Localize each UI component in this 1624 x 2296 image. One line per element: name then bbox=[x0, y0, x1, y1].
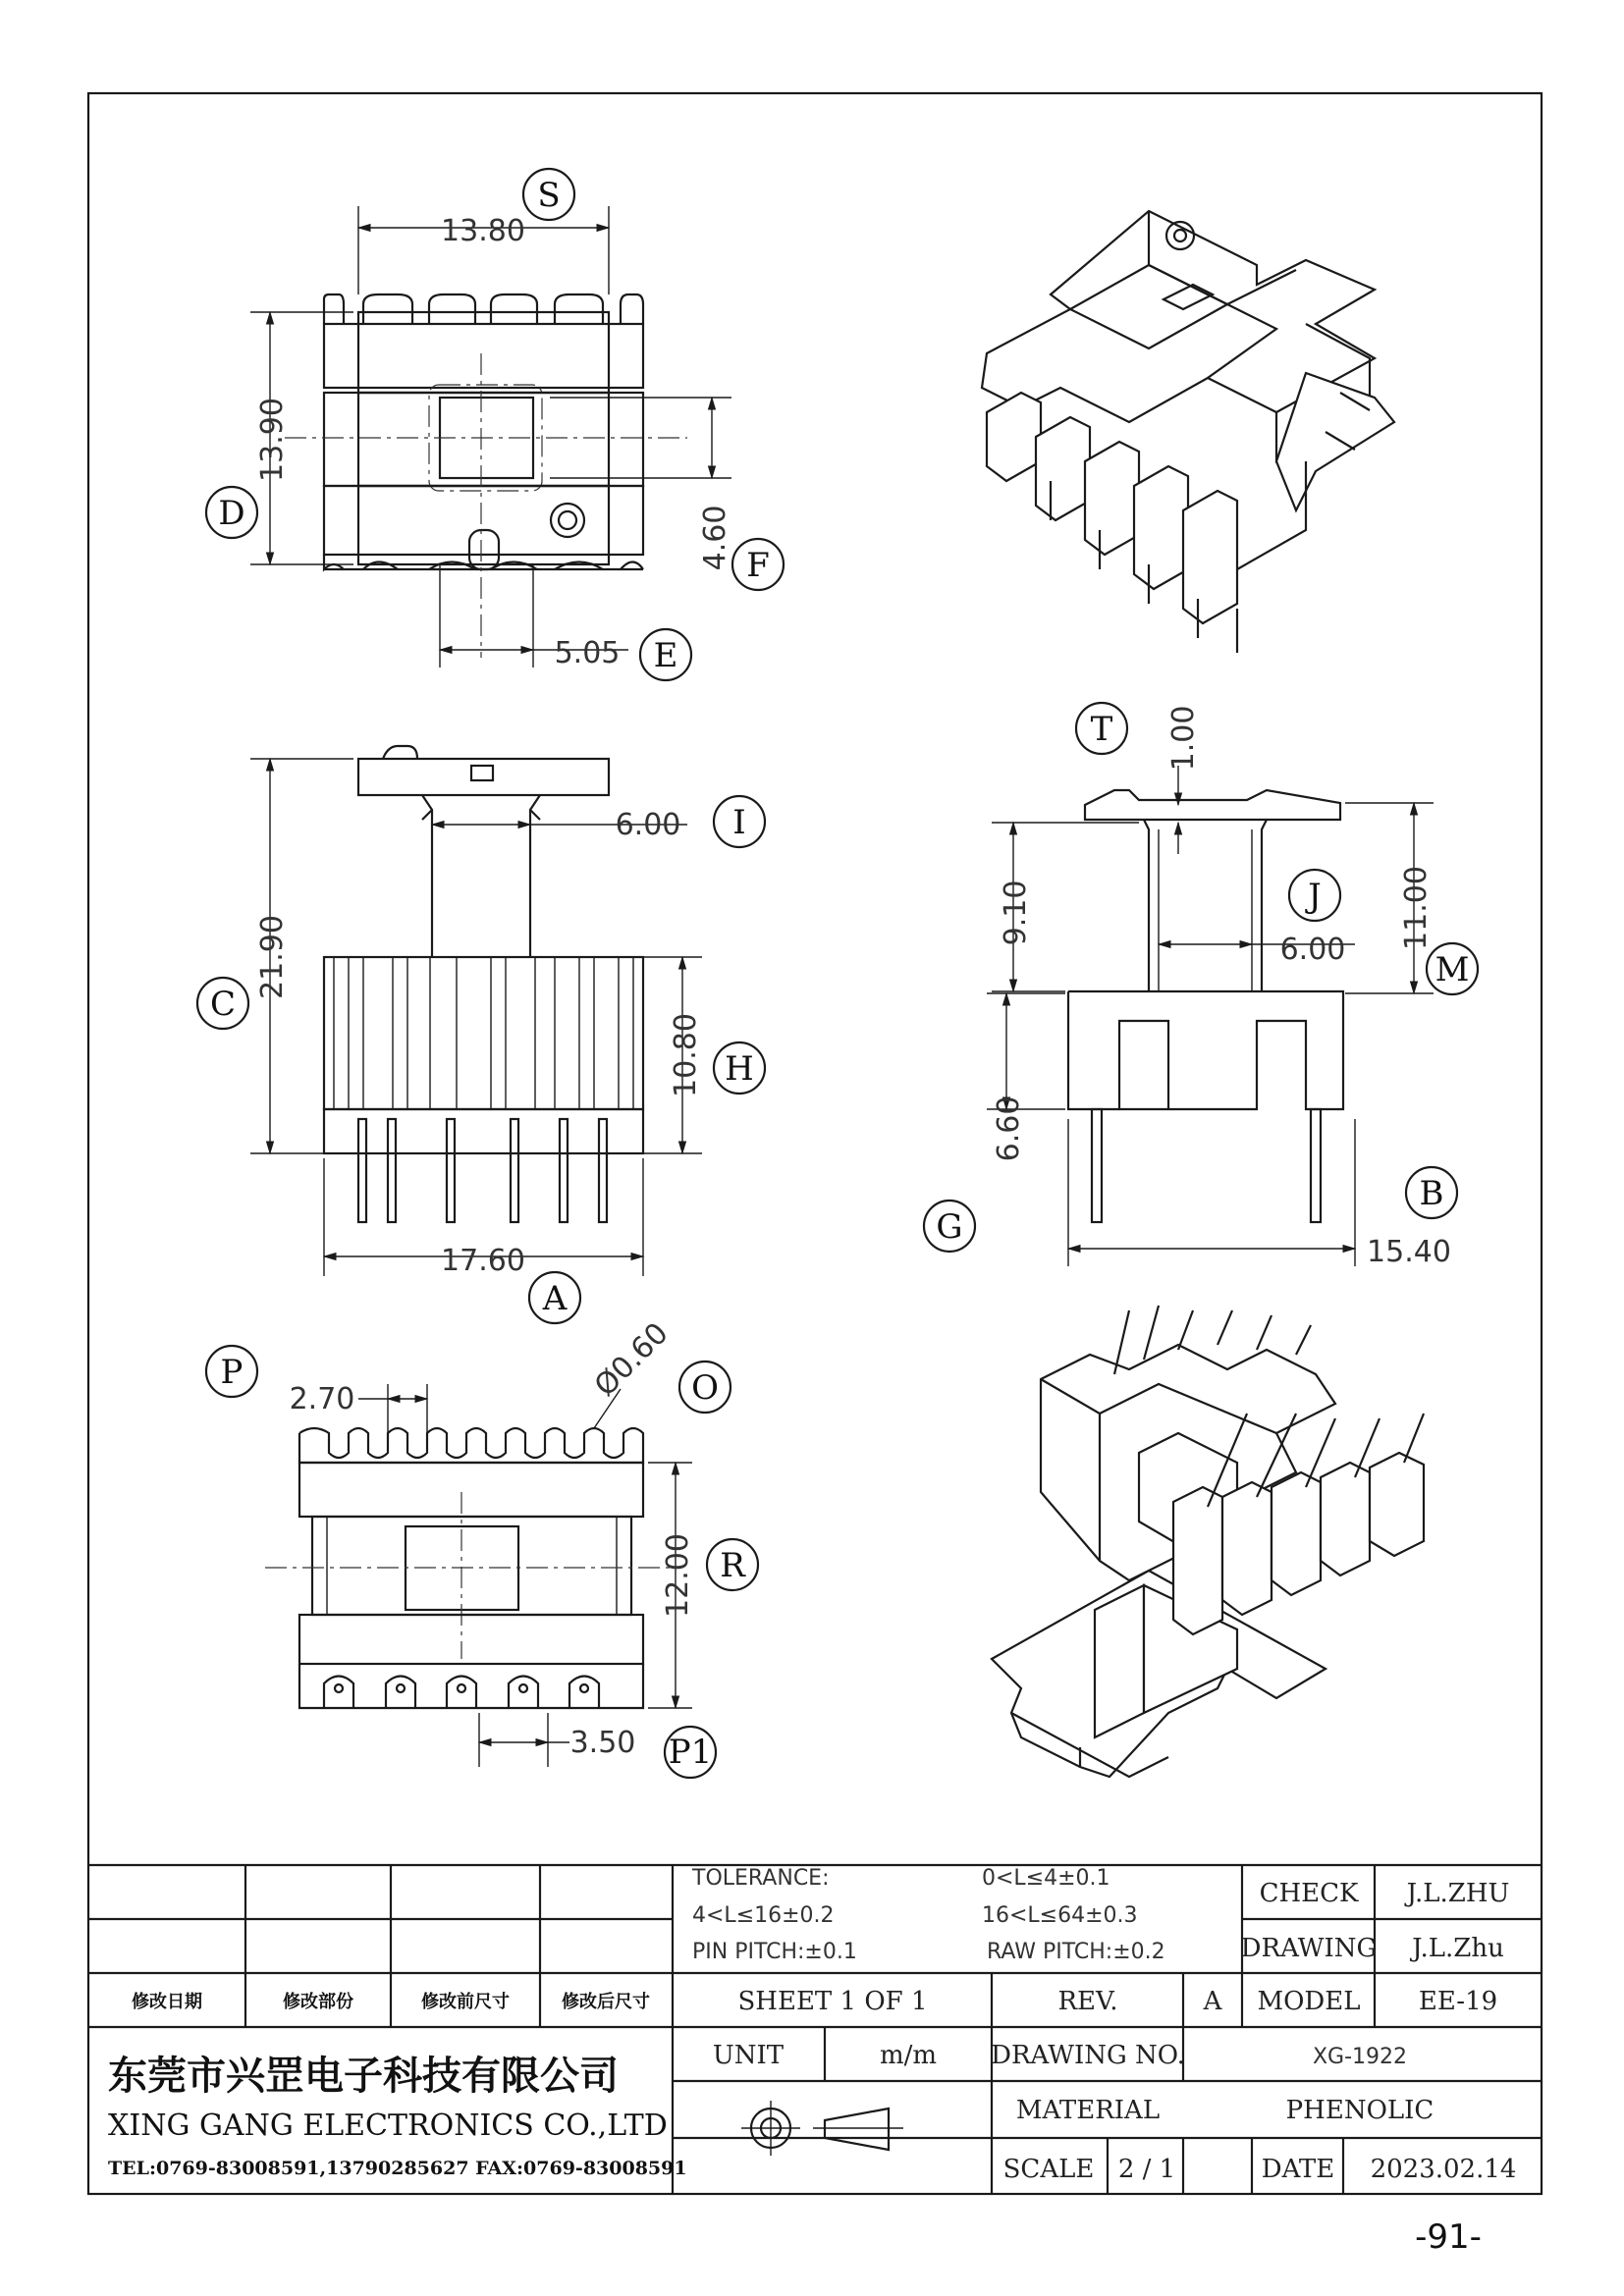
dim-b: 15.40 bbox=[1367, 1235, 1451, 1269]
company-name-cn: 东莞市兴罡电子科技有限公司 bbox=[108, 2054, 619, 2099]
scale-label: SCALE bbox=[1002, 2155, 1095, 2184]
unit-label: UNIT bbox=[712, 2041, 785, 2070]
drawing-no-label: DRAWING NO. bbox=[991, 2041, 1185, 2070]
label-e: E bbox=[653, 636, 678, 675]
drawing-label: DRAWING bbox=[1240, 1934, 1378, 1963]
sheet: SHEET 1 OF 1 bbox=[737, 1987, 928, 2016]
side-view bbox=[924, 703, 1478, 1269]
top-view bbox=[206, 169, 784, 680]
label-f: F bbox=[746, 546, 770, 585]
label-m: M bbox=[1435, 950, 1470, 989]
tolerance-range-2: 4<L≤16±0.2 bbox=[692, 1903, 835, 1928]
dim-m: 11.00 bbox=[1399, 866, 1434, 950]
dim-h: 10.80 bbox=[669, 1013, 703, 1097]
company-name-en: XING GANG ELECTRONICS CO.,LTD bbox=[108, 2109, 668, 2143]
material-label: MATERIAL bbox=[1015, 2096, 1161, 2125]
pin-pitch: PIN PITCH:±0.1 bbox=[692, 1940, 857, 1964]
dim-e: 5.05 bbox=[554, 636, 621, 670]
label-o: O bbox=[691, 1368, 719, 1408]
label-b: B bbox=[1419, 1174, 1444, 1213]
rev-label: REV. bbox=[1057, 1987, 1118, 2016]
date-value: 2023.02.14 bbox=[1370, 2155, 1517, 2184]
label-a: A bbox=[542, 1279, 568, 1318]
label-p: P bbox=[220, 1353, 244, 1392]
label-h: H bbox=[725, 1049, 754, 1089]
company-contact: TEL:0769-83008591,13790285627 FAX:0769-83008591 bbox=[108, 2158, 687, 2179]
front-view bbox=[197, 746, 765, 1323]
tolerance-range-1: 0<L≤4±0.1 bbox=[982, 1866, 1110, 1891]
dim-s: 13.80 bbox=[441, 214, 525, 248]
dim-j: 6.00 bbox=[1279, 933, 1346, 967]
unit-value: m/m bbox=[879, 2041, 938, 2070]
check-value: J.L.ZHU bbox=[1406, 1879, 1510, 1908]
label-g: G bbox=[936, 1207, 963, 1247]
projection-symbol-icon bbox=[741, 2101, 903, 2156]
dim-p: 2.70 bbox=[289, 1382, 355, 1416]
rev-header-after: 修改后尺寸 bbox=[562, 1992, 650, 2012]
dim-t: 1.00 bbox=[1166, 705, 1201, 772]
dim-f: 4.60 bbox=[698, 505, 732, 571]
label-i: I bbox=[732, 803, 746, 842]
drawing-value: J.L.Zhu bbox=[1412, 1934, 1504, 1963]
rev-value: A bbox=[1203, 1987, 1222, 2016]
page-number: -91- bbox=[1415, 2217, 1482, 2257]
dim-g: 6.60 bbox=[992, 1095, 1026, 1162]
material-value: PHENOLIC bbox=[1285, 2096, 1435, 2125]
rev-header-before: 修改前尺寸 bbox=[421, 1992, 510, 2012]
rev-header-date: 修改日期 bbox=[132, 1992, 202, 2012]
label-p1: P1 bbox=[668, 1733, 713, 1772]
raw-pitch: RAW PITCH:±0.2 bbox=[987, 1940, 1165, 1964]
drawing-no-value: XG-1922 bbox=[1312, 2045, 1408, 2069]
label-s: S bbox=[537, 176, 561, 215]
check-label: CHECK bbox=[1259, 1879, 1359, 1908]
tolerance-range-3: 16<L≤64±0.3 bbox=[982, 1903, 1138, 1928]
dim-r: 12.00 bbox=[661, 1533, 695, 1618]
label-d: D bbox=[218, 494, 245, 533]
model-label: MODEL bbox=[1257, 1987, 1361, 2016]
tolerance-label: TOLERANCE: bbox=[692, 1866, 830, 1891]
label-c: C bbox=[209, 985, 237, 1024]
isometric-view-bottom bbox=[992, 1306, 1424, 1777]
label-t: T bbox=[1090, 710, 1113, 749]
dim-d: 13.90 bbox=[255, 398, 290, 482]
dim-a: 17.60 bbox=[441, 1244, 525, 1278]
label-r: R bbox=[720, 1546, 745, 1585]
scale-value: 2 / 1 bbox=[1117, 2155, 1176, 2184]
title-block bbox=[88, 1865, 1542, 2194]
dim-o: Ø0.60 bbox=[587, 1315, 676, 1404]
model-value: EE-19 bbox=[1418, 1987, 1498, 2016]
rev-header-part: 修改部份 bbox=[283, 1992, 353, 2012]
dim-p1: 3.50 bbox=[569, 1726, 636, 1760]
bottom-view bbox=[206, 1316, 758, 1778]
label-j: J bbox=[1308, 877, 1322, 916]
date-label: DATE bbox=[1261, 2155, 1335, 2184]
dim-g-upper: 9.10 bbox=[999, 880, 1033, 946]
isometric-view-top bbox=[982, 211, 1394, 653]
dim-c: 21.90 bbox=[255, 915, 290, 999]
dim-i: 6.00 bbox=[615, 808, 681, 842]
